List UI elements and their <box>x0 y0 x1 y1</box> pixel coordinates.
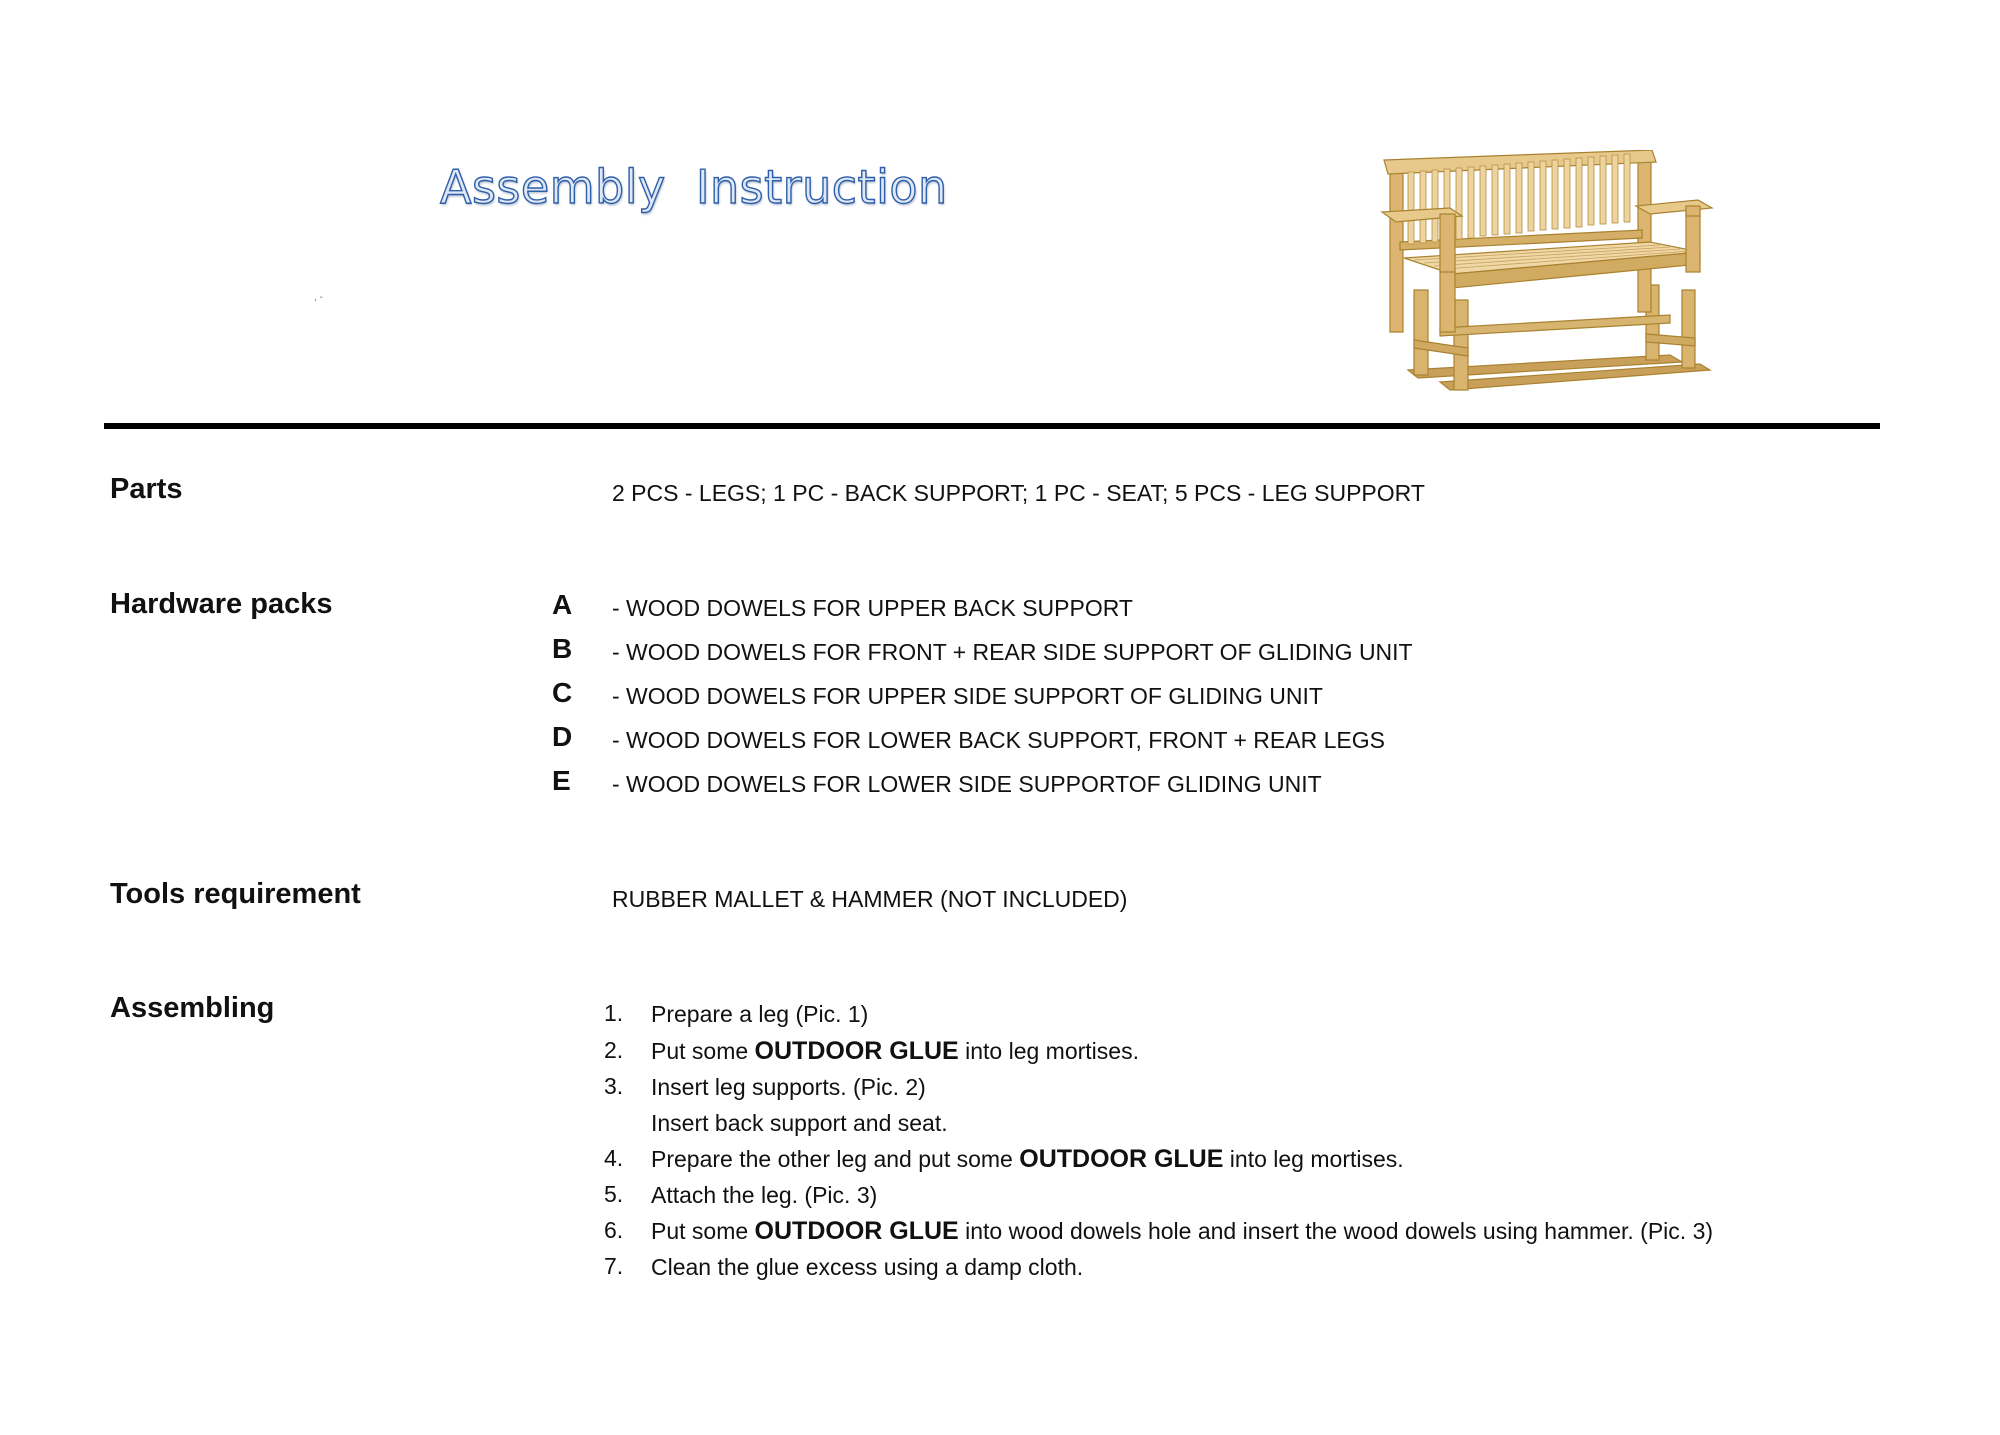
hardware-item-text: - WOOD DOWELS FOR LOWER BACK SUPPORT, FRONT + REAR LEGS <box>612 727 1385 753</box>
step-number: 2. <box>604 1037 624 1063</box>
hardware-item-text: - WOOD DOWELS FOR UPPER SIDE SUPPORT OF GLIDING UNIT <box>612 683 1323 709</box>
step-text: Attach the leg. (Pic. 3) <box>651 1182 878 1208</box>
header-divider <box>104 423 1880 429</box>
step-number: 5. <box>604 1181 624 1207</box>
step-number: 1. <box>604 1000 624 1026</box>
parts-text: 2 PCS - LEGS; 1 PC - BACK SUPPORT; 1 PC - SEAT; 5 PCS - LEG SUPPORT <box>612 480 1425 506</box>
step-number: 4. <box>604 1145 624 1171</box>
step-text: Prepare a leg (Pic. 1) <box>651 1001 869 1027</box>
step-text: Clean the glue excess using a damp cloth. <box>651 1254 1084 1280</box>
step-text: Put some OUTDOOR GLUE into leg mortises. <box>651 1037 1139 1065</box>
parts-label: Parts <box>110 473 183 505</box>
step-number: 3. <box>604 1073 624 1099</box>
hardware-item-text: - WOOD DOWELS FOR UPPER BACK SUPPORT <box>612 595 1133 621</box>
hardware-item-text: - WOOD DOWELS FOR FRONT + REAR SIDE SUPPORT OF GLIDING UNIT <box>612 639 1413 665</box>
hardware-letter: E <box>552 765 571 796</box>
hardware-item-text: - WOOD DOWELS FOR LOWER SIDE SUPPORTOF GLIDING UNIT <box>612 771 1322 797</box>
glider-bench-image <box>1370 150 1730 395</box>
document-title: Assembly Instruction <box>440 160 948 214</box>
hardware-letter: A <box>552 589 573 620</box>
tools-text: RUBBER MALLET & HAMMER (NOT INCLUDED) <box>612 886 1128 912</box>
assembling-label: Assembling <box>110 992 275 1024</box>
step-text: Insert leg supports. (Pic. 2) <box>651 1074 926 1100</box>
hardware-label: Hardware packs <box>110 588 333 620</box>
stray-mark: , - <box>314 292 323 303</box>
tools-label: Tools requirement <box>110 878 361 910</box>
step-text: Insert back support and seat. <box>651 1110 948 1136</box>
step-text: Prepare the other leg and put some OUTDOOR GLUE into leg mortises. <box>651 1145 1404 1173</box>
step-number: 6. <box>604 1217 624 1243</box>
hardware-letter: D <box>552 721 573 752</box>
hardware-letter: C <box>552 677 573 708</box>
step-number: 7. <box>604 1253 624 1279</box>
step-text: Put some OUTDOOR GLUE into wood dowels hole and insert the wood dowels using hammer. (Pic. 3) <box>651 1217 1714 1245</box>
hardware-letter: B <box>552 633 573 664</box>
